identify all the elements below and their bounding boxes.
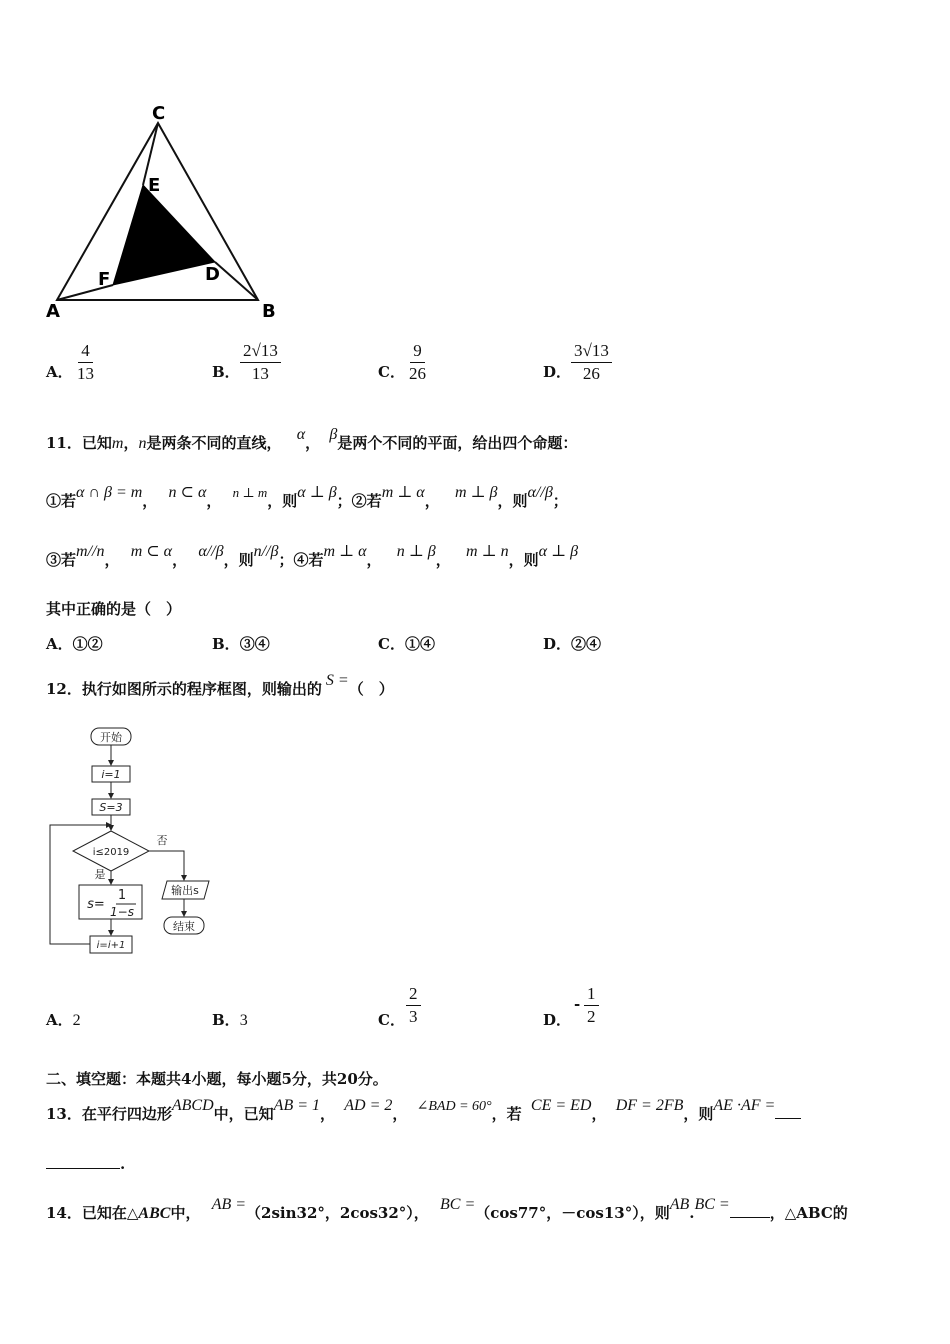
q12-option-b[interactable]: B．3: [212, 1011, 248, 1029]
flow-inc-label: i=i+1: [96, 940, 126, 951]
option-fraction: $\frac{1}{2}$: [584, 983, 599, 1028]
q13-blank-line: .: [46, 1155, 125, 1173]
label-f: F: [98, 269, 111, 290]
option-letter: D．: [543, 1011, 572, 1029]
flow-output-label: 输出s: [171, 884, 199, 897]
q12-stem: 12．执行如图所示的程序框图，则输出的 S =（ ）: [46, 672, 394, 698]
label-a: A: [46, 301, 60, 322]
q11-stem: 11．已知m，n是两条不同的直线， α， β是两个不同的平面，给出四个命题：: [46, 426, 578, 452]
flowchart: [44, 724, 224, 959]
label-e: E: [148, 175, 161, 196]
option-fraction: $\frac{3√13}{26}$: [571, 340, 612, 385]
flow-start-label: 开始: [100, 731, 122, 744]
segment-db: [215, 262, 258, 300]
flow-cond-label: i≤2019: [92, 847, 130, 858]
q11-option-d[interactable]: D．②④: [543, 635, 602, 653]
option-letter: A．: [46, 363, 73, 381]
q11-question: 其中正确的是（ ）: [46, 600, 182, 618]
q12-option-a[interactable]: A．2: [46, 1011, 81, 1029]
flow-no-label: 否: [156, 834, 168, 847]
flow-init-s-label: S=3: [99, 801, 123, 814]
answer-blank[interactable]: [775, 1118, 801, 1119]
option-letter: C．: [378, 363, 405, 381]
option-fraction: $\frac{2}{3}$: [406, 983, 421, 1028]
q14-stem: 14．已知在△ABC中， AB =（2sin32°，2cos32°）， BC =（cos77°，－cos13°），则AB.BC = ，△ABC的: [46, 1196, 848, 1222]
q11-option-b[interactable]: B．③④: [212, 635, 270, 653]
flow-assign-den: 1−s: [110, 905, 134, 919]
option-letter: C．: [378, 1011, 405, 1029]
option-letter: B．: [212, 363, 240, 381]
section-title: 二、填空题：本题共4小题，每小题5分，共20分。: [46, 1070, 388, 1088]
flow-yes-label: 是: [94, 868, 106, 881]
flow-assign-lhs: s=: [87, 897, 105, 912]
option-letter: D．: [543, 363, 572, 381]
label-c: C: [152, 103, 166, 124]
option-fraction: $\frac{4}{13}$: [77, 341, 94, 383]
answer-blank[interactable]: [46, 1168, 120, 1169]
option-sign: -: [574, 995, 581, 1013]
flow-init-i-label: i=1: [101, 768, 121, 781]
answer-blank[interactable]: [730, 1217, 770, 1218]
triangle-figure: [40, 95, 290, 330]
q11-option-a[interactable]: A．①②: [46, 635, 103, 653]
option-fraction: $\frac{2√13}{13}$: [240, 340, 281, 385]
label-b: B: [262, 301, 276, 322]
q11-propositions-1-2: ①若α ∩ β = m， n ⊂ α， n ⊥ m，则α ⊥ β；②若m ⊥ α， m ⊥ β，则α//β；: [46, 484, 568, 510]
label-d: D: [205, 264, 220, 285]
q11-option-c[interactable]: C．①④: [378, 635, 435, 653]
flow-end-label: 结束: [173, 920, 195, 933]
flow-assign-num: 1: [117, 888, 127, 903]
option-fraction: $\frac{9}{26}$: [409, 341, 426, 383]
triangle-def: [113, 185, 215, 285]
q11-propositions-3-4: ③若m//n， m ⊂ α， α//β，则n//β；④若m ⊥ α， n ⊥ β， m ⊥ n，则α ⊥ β: [46, 543, 579, 569]
q13-stem: 13．在平行四边形ABCD中，已知AB = 1， AD = 2， ∠BAD = 60°，若 CE = ED， DF = 2FB，则AE ·AF =: [46, 1103, 801, 1124]
